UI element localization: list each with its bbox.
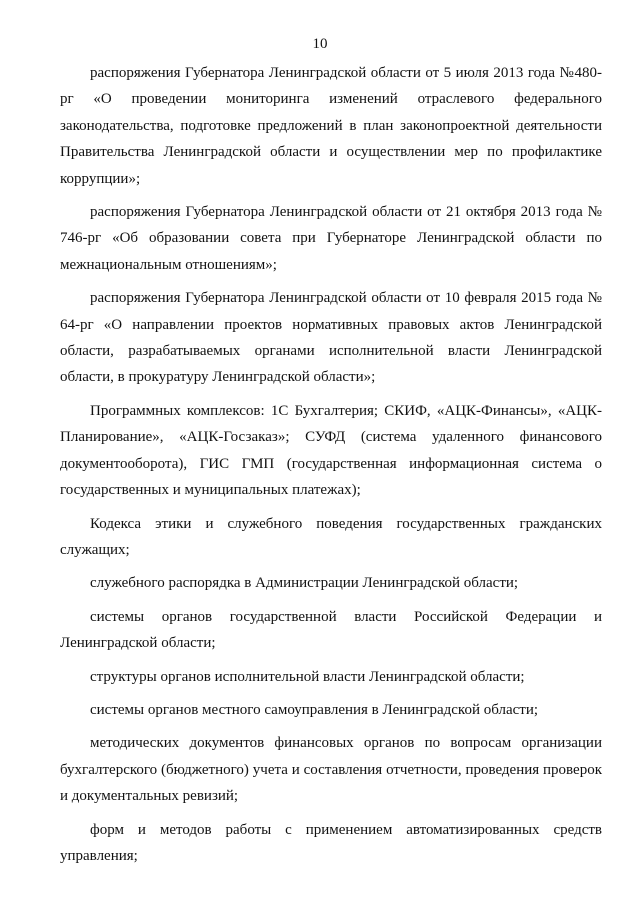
paragraph-6: служебного распорядка в Администрации Ленинградской области;: [90, 575, 519, 592]
paragraph-3: распоряжения Губернатора Ленинградской области от 10 февраля 2015 года № 64-рг «О направлении проектов нормативных правовых актов Ленинградской области, разрабатываемых органами исполнительной власти Ленинградской области, в прокуратуру Ленинградской области»;: [60, 290, 602, 386]
paragraph-10: методических документов финансовых органов по вопросам организации бухгалтерского (бюджетного) учета и составления отчетности, проведения проверок и документальных ревизий;: [60, 735, 602, 805]
paragraph-8: структуры органов исполнительной власти Ленинградской области;: [90, 668, 525, 685]
paragraph-2: распоряжения Губернатора Ленинградской области от 21 октября 2013 года № 746-рг «Об образовании совета при Губернаторе Ленинградской области по межнациональным отношениям»;: [60, 204, 602, 273]
paragraph-9: системы органов местного самоуправления в Ленинградской области;: [90, 701, 539, 718]
paragraph-7: системы органов государственной власти Российской Федерации и Ленинградской области;: [60, 608, 602, 652]
paragraph-4: Программных комплексов: 1С Бухгалтерия; СКИФ, «АЦК-Финансы», «АЦК-Планирование», «АЦК-Госзаказ»; СУФД (система удаленного финансового документооборота), ГИС ГМП (государственная информационная система о государственных и муниципальных платежах);: [60, 402, 602, 499]
paragraph-1: распоряжения Губернатора Ленинградской области от 5 июля 2013 года №480-рг «О проведении мониторинга изменений отраслевого федерального законодательства, подготовке предложений в план законопроектной деятельности Правительства Ленинградской области и осуществлении мер по профилактике коррупции»;: [60, 65, 602, 187]
document-body: [60, 60, 602, 869]
page-number: 10: [312, 36, 328, 52]
paragraph-5: Кодекса этики и служебного поведения государственных гражданских служащих;: [60, 515, 602, 558]
paragraph-11: форм и методов работы с применением автоматизированных средств управления;: [60, 821, 602, 864]
